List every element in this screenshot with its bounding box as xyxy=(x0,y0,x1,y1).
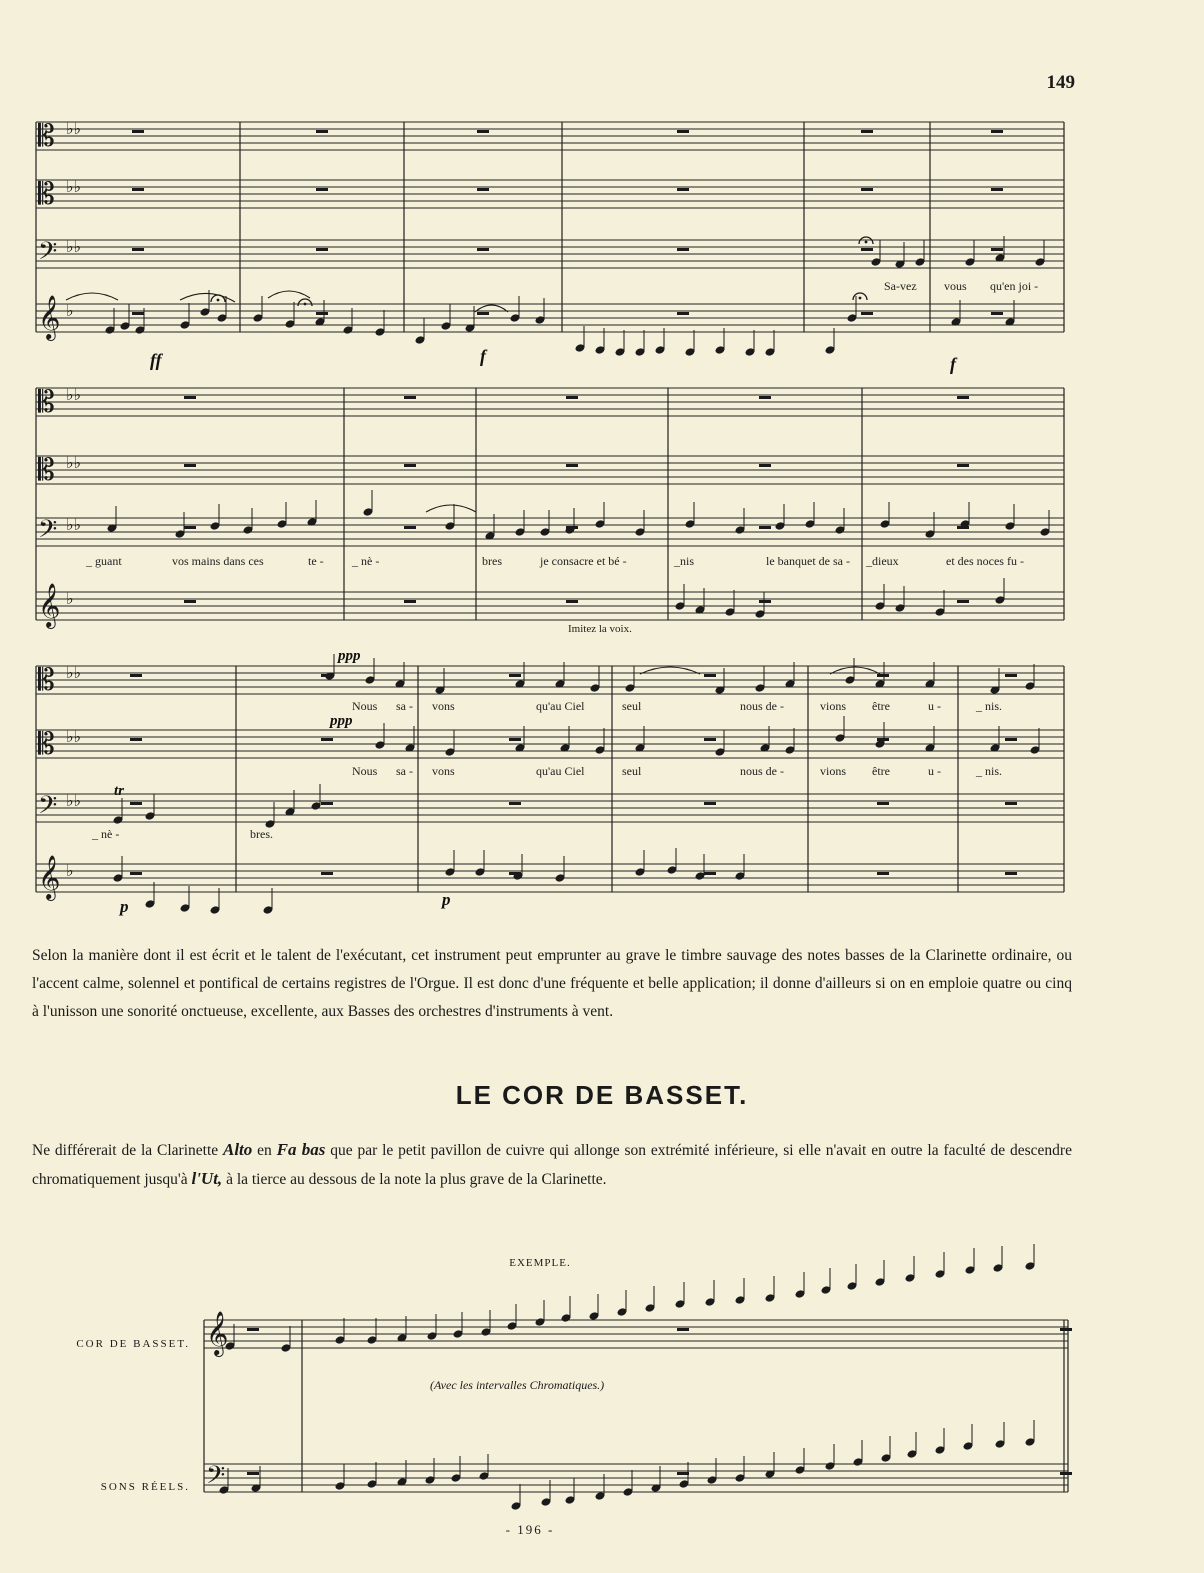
whole-rest xyxy=(957,396,969,399)
slur xyxy=(268,291,310,298)
whole-rest xyxy=(404,526,416,529)
whole-rest xyxy=(247,1328,259,1331)
whole-rest xyxy=(877,802,889,805)
key-signature-icon: ♭♭ xyxy=(66,387,82,404)
lyric-s2-quauciel: qu'au Ciel xyxy=(536,764,585,778)
lyric-s1-etre: être xyxy=(872,699,890,713)
whole-rest xyxy=(991,248,1003,251)
section-heading: LE COR DE BASSET. xyxy=(455,1080,749,1110)
whole-rest xyxy=(509,738,521,741)
whole-rest xyxy=(321,738,333,741)
lyric-s2-seul: seul xyxy=(622,764,642,778)
key-signature-icon: ♭♭ xyxy=(66,517,82,534)
whole-rest xyxy=(1060,1328,1072,1331)
lyric-s3-ne: _ nè - xyxy=(92,827,120,841)
clef-icon: 𝄡 xyxy=(38,728,55,761)
example-caption: EXEMPLE. xyxy=(509,1257,571,1269)
whole-rest xyxy=(566,464,578,467)
clef-icon: 𝄢 xyxy=(38,516,58,549)
lyric-s1-vions: vions xyxy=(820,699,847,713)
lyric-s2-vons: vons xyxy=(432,764,455,778)
key-signature-icon: ♭ xyxy=(66,863,74,880)
lyric-te: te - xyxy=(308,554,324,568)
whole-rest xyxy=(184,600,196,603)
whole-rest xyxy=(316,248,328,251)
whole-rest xyxy=(861,188,873,191)
term-alto: Alto xyxy=(223,1140,253,1159)
whole-rest xyxy=(704,674,716,677)
label-cor-de-basset: COR DE BASSET. xyxy=(76,1338,190,1350)
chromatic-note: (Avec les intervalles Chromatiques.) xyxy=(430,1378,605,1392)
lyric-s1-nous: Nous xyxy=(352,699,378,713)
whole-rest xyxy=(184,396,196,399)
dynamic-ppp-1: ppp xyxy=(338,648,361,664)
clef-icon: 𝄡 xyxy=(38,120,55,153)
lyric-s1-sa: sa - xyxy=(396,699,413,713)
clef-icon: 𝄞 xyxy=(38,857,61,899)
clef-icon: 𝄡 xyxy=(38,454,55,487)
clef-icon: 𝄞 xyxy=(38,297,61,339)
key-signature-icon: ♭ xyxy=(66,591,74,608)
slur xyxy=(426,505,476,512)
whole-rest xyxy=(184,526,196,529)
lyric-s1-nousde: nous de - xyxy=(740,699,784,713)
whole-rest xyxy=(321,872,333,875)
lyric-s2-vions: vions xyxy=(820,764,847,778)
whole-rest xyxy=(477,188,489,191)
p2-text-4: à la tierce au dessous de la note la plus grave de la Clarinette. xyxy=(222,1171,607,1188)
whole-rest xyxy=(759,396,771,399)
page-number: 149 xyxy=(1046,72,1075,93)
whole-rest xyxy=(404,396,416,399)
whole-rest xyxy=(704,872,716,875)
whole-rest xyxy=(1060,1472,1072,1475)
key-signature-icon: ♭♭ xyxy=(66,729,82,746)
whole-rest xyxy=(184,464,196,467)
lyric-s1-quauciel: qu'au Ciel xyxy=(536,699,585,713)
whole-rest xyxy=(132,188,144,191)
lyric-dieux: _dieux xyxy=(866,554,899,568)
clef-icon: 𝄞 xyxy=(206,1313,229,1355)
whole-rest xyxy=(1005,738,1017,741)
whole-rest xyxy=(130,674,142,677)
clef-icon: 𝄡 xyxy=(38,386,55,419)
whole-rest xyxy=(957,600,969,603)
key-signature-icon: ♭♭ xyxy=(66,121,82,138)
whole-rest xyxy=(704,802,716,805)
lyric-ne: _ nè - xyxy=(352,554,380,568)
label-sons-reels: SONS RÉELS. xyxy=(100,1481,190,1493)
whole-rest xyxy=(477,130,489,133)
whole-rest xyxy=(991,188,1003,191)
lyric-s2-sa: sa - xyxy=(396,764,413,778)
whole-rest xyxy=(477,248,489,251)
whole-rest xyxy=(759,464,771,467)
clef-icon: 𝄢 xyxy=(206,1462,226,1495)
dynamic-ppp-2: ppp xyxy=(330,713,353,729)
key-signature-icon: ♭♭ xyxy=(66,665,82,682)
p2-text-1: Ne différerait de la Clarinette xyxy=(32,1142,223,1159)
lyric-s2-etre: être xyxy=(872,764,890,778)
whole-rest xyxy=(877,738,889,741)
term-fa-bas: Fa bas xyxy=(276,1140,326,1159)
fermata-dot xyxy=(865,241,868,244)
lyric-s1-u: u - xyxy=(928,699,941,713)
lyric-s1-nis: _ nis. xyxy=(976,699,1003,713)
lyric-s2-nous: Nous xyxy=(352,764,378,778)
whole-rest xyxy=(677,312,689,315)
footer-page-mark: - 196 - xyxy=(505,1522,555,1537)
whole-rest xyxy=(509,674,521,677)
lyric-s2-u: u - xyxy=(928,764,941,778)
whole-rest xyxy=(861,312,873,315)
clef-icon: 𝄢 xyxy=(38,792,58,825)
whole-rest xyxy=(1005,802,1017,805)
whole-rest xyxy=(759,600,771,603)
whole-rest xyxy=(861,248,873,251)
staff-lines xyxy=(36,122,1068,1492)
whole-rest xyxy=(991,130,1003,133)
key-signature-icon: ♭♭ xyxy=(66,455,82,472)
fermata-dot xyxy=(859,297,862,300)
clef-icon: 𝄡 xyxy=(38,664,55,697)
whole-rest xyxy=(130,872,142,875)
clef-icon: 𝄞 xyxy=(38,585,61,627)
lyric-banquet: le banquet de sa - xyxy=(766,554,850,568)
lyric-savez: Sa-vez xyxy=(884,279,917,293)
imitez-instruction: Imitez la voix. xyxy=(568,623,632,635)
whole-rest xyxy=(132,248,144,251)
lyric-nis: _nis xyxy=(674,554,695,568)
whole-rest xyxy=(316,188,328,191)
whole-rest xyxy=(566,600,578,603)
clef-icon: 𝄢 xyxy=(38,238,58,271)
lyric-s2-nis: _ nis. xyxy=(976,764,1003,778)
whole-rest xyxy=(132,312,144,315)
whole-rest xyxy=(477,312,489,315)
slur xyxy=(66,293,118,300)
note-heads xyxy=(66,130,1072,1511)
whole-rest xyxy=(759,526,771,529)
dynamic-p-1: p xyxy=(120,897,129,916)
key-signature-icon: ♭ xyxy=(66,303,74,320)
clef-icon: 𝄡 xyxy=(38,178,55,211)
whole-rest xyxy=(321,802,333,805)
slur xyxy=(180,293,235,302)
fermata-dot xyxy=(217,299,220,302)
lyric-vosmains: vos mains dans ces xyxy=(172,554,264,568)
p2-text-2: en xyxy=(252,1142,277,1159)
whole-rest xyxy=(957,464,969,467)
lyric-quen: qu'en joi - xyxy=(990,279,1039,293)
paragraph-cor-de-basset xyxy=(32,1136,1072,1194)
whole-rest xyxy=(316,312,328,315)
key-signature-icon: ♭♭ xyxy=(66,239,82,256)
key-signature-icon: ♭♭ xyxy=(66,179,82,196)
whole-rest xyxy=(991,312,1003,315)
lyric-s1-seul: seul xyxy=(622,699,642,713)
key-signature-icon: ♭♭ xyxy=(66,793,82,810)
bar-lines xyxy=(36,122,1068,1492)
whole-rest xyxy=(316,130,328,133)
whole-rest xyxy=(677,130,689,133)
whole-rest xyxy=(130,738,142,741)
lyric-bres: bres xyxy=(482,554,502,568)
whole-rest xyxy=(677,248,689,251)
lyric-vous: vous xyxy=(944,279,967,293)
lyric-s2-nousde: nous de - xyxy=(740,764,784,778)
whole-rest xyxy=(677,188,689,191)
whole-rest xyxy=(566,396,578,399)
lyric-s3-bres: bres. xyxy=(250,827,273,841)
lyric-s1-vons: vons xyxy=(432,699,455,713)
whole-rest xyxy=(677,1328,689,1331)
lyric-noces: et des noces fu - xyxy=(946,554,1024,568)
whole-rest xyxy=(861,130,873,133)
whole-rest xyxy=(1005,674,1017,677)
whole-rest xyxy=(677,1472,689,1475)
whole-rest xyxy=(404,464,416,467)
p2-text-3: que par le petit pavillon de cuivre qui allonge son extrémité inférieure, si elle n'avait en outre la faculté de descendre chromatiquement jusqu'à xyxy=(32,1142,1072,1188)
whole-rest xyxy=(404,600,416,603)
whole-rest xyxy=(130,802,142,805)
whole-rest xyxy=(247,1472,259,1475)
whole-rest xyxy=(1005,872,1017,875)
trill-mark: tr xyxy=(114,783,125,799)
paragraph-description: Selon la manière dont il est écrit et le talent de l'exécutant, cet instrument peut emprunter au grave le timbre sauvage des notes basses de la Clarinette ordinaire, ou l'accent calme, solennel et pontifical de certains registres de l'Orgue. Il est donc d'une fréquente et belle application; il donne d'ailleurs si on en emploie quatre ou cinq à l'unisson une sonorité onctueuse, excellente, aux Basses des orchestres d'instruments à vent. xyxy=(32,947,1072,1020)
dynamic-f-1: f xyxy=(480,346,486,366)
dynamic-f-2: f xyxy=(950,354,956,374)
lyric-guant: _ guant xyxy=(86,554,122,568)
whole-rest xyxy=(877,674,889,677)
term-ut: l'Ut, xyxy=(191,1169,223,1188)
whole-rest xyxy=(132,130,144,133)
lyric-consacre: je consacre et bé - xyxy=(540,554,627,568)
whole-rest xyxy=(509,802,521,805)
fermata-dot xyxy=(304,303,307,306)
dynamic-p-2: p xyxy=(442,890,451,909)
whole-rest xyxy=(877,872,889,875)
whole-rest xyxy=(704,738,716,741)
dynamic-ff: ff xyxy=(150,350,162,370)
